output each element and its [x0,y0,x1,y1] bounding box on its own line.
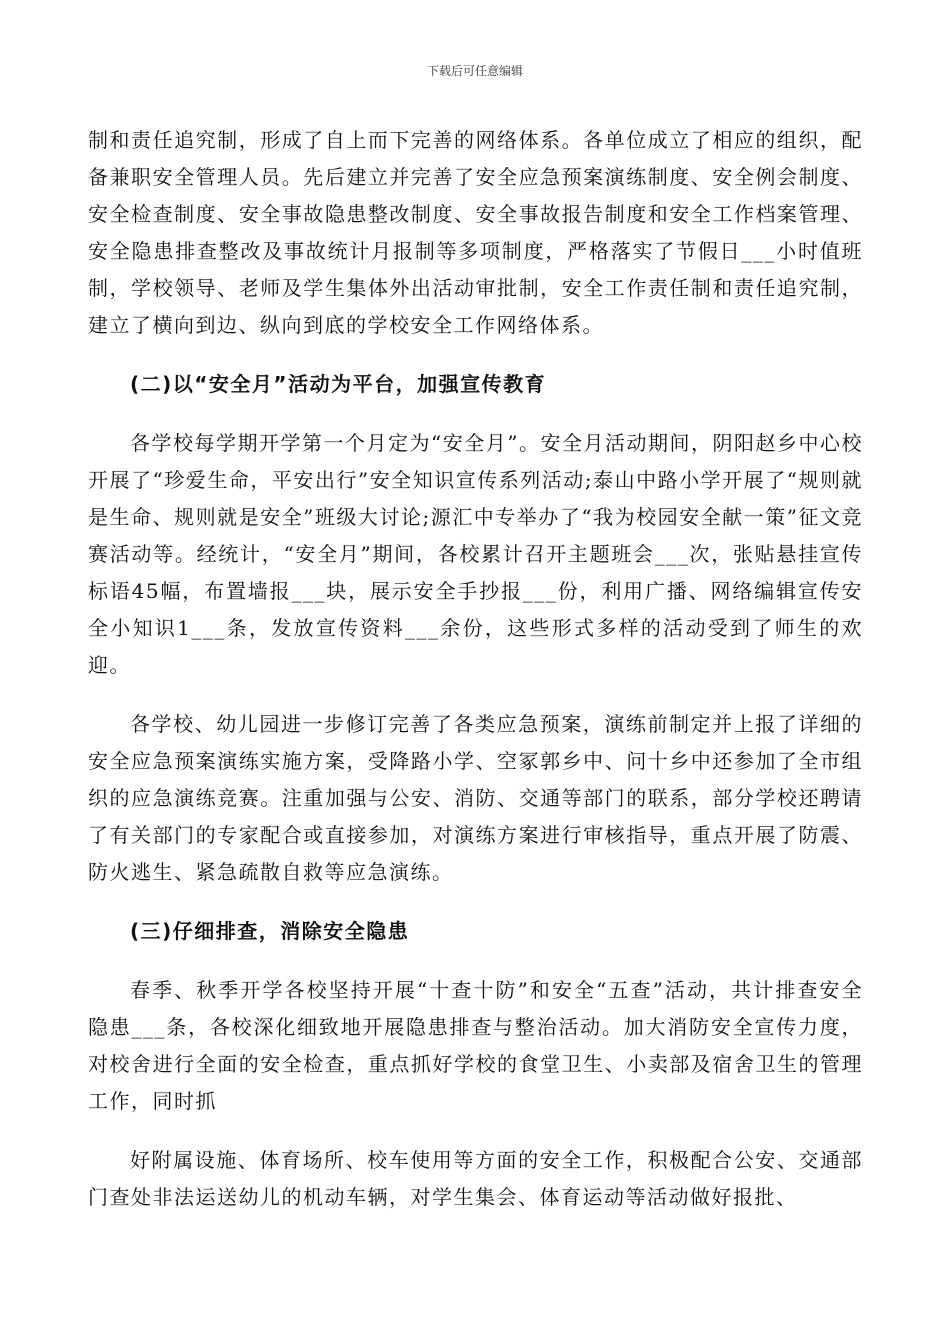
paragraph-2: 各学校每学期开学第一个月定为“安全月”。安全月活动期间，阴阳赵乡中心校开展了“珍爱生命，平安出行”安全知识宣传系列活动;泰山中路小学开展了“规则就是生命、规则就是安全”班级大讨论;源汇中专举办了“我为校园安全献一策”征文竞赛活动等。经统计，“安全月”期间，各校累计召开主题班会___次，张贴悬挂宣传标语45幅，布置墙报___块，展示安全手抄报___份，利用广播、网络编辑宣传安全小知识1___条，发放宣传资料___余份，这些形式多样的活动受到了师生的欢迎。 [88,431,863,677]
paragraph-1: 制和责任追究制，形成了自上而下完善的网络体系。各单位成立了相应的组织，配备兼职安全管理人员。先后建立并完善了安全应急预案演练制度、安全例会制度、安全检查制度、安全事故隐患整改制度、安全事故报告制度和安全工作档案管理、安全隐患排查整改及事故统计月报制等多项制度，严格落实了节假日___小时值班制，学校领导、老师及学生集体外出活动审批制，安全工作责任制和责任追究制，建立了横向到边、纵向到底的学校安全工作网络体系。 [88,128,863,337]
section-heading-3: (三)仔细排查，消除安全隐患 [130,919,410,943]
paragraph-4: 春季、秋季开学各校坚持开展“十查十防”和安全“五查”活动，共计排查安全隐患___条，各校深化细致地开展隐患排查与整治活动。加大消防安全宣传力度，对校舍进行全面的安全检查，重点抓好学校的食堂卫生、小卖部及宿舍卫生的管理工作，同时抓 [88,978,863,1113]
paragraph-5: 好附属设施、体育场所、校车使用等方面的安全工作，积极配合公安、交通部门查处非法运送幼儿的机动车辆，对学生集会、体育运动等活动做好报批、 [88,1148,863,1209]
section-heading-2: (二)以“安全月”活动为平台，加强宣传教育 [130,372,547,396]
document-body [88,122,863,1216]
page-header: 下载后可任意编辑 [426,64,523,78]
paragraph-3: 各学校、幼儿园进一步修订完善了各类应急预案，演练前制定并上报了详细的安全应急预案演练实施方案，受降路小学、空冢郭乡中、问十乡中还参加了全市组织的应急演练竞赛。注重加强与公安、消防、交通等部门的联系，部分学校还聘请了有关部门的专家配合或直接参加，对演练方案进行审核指导，重点开展了防震、防火逃生、紧急疏散自救等应急演练。 [88,712,863,884]
